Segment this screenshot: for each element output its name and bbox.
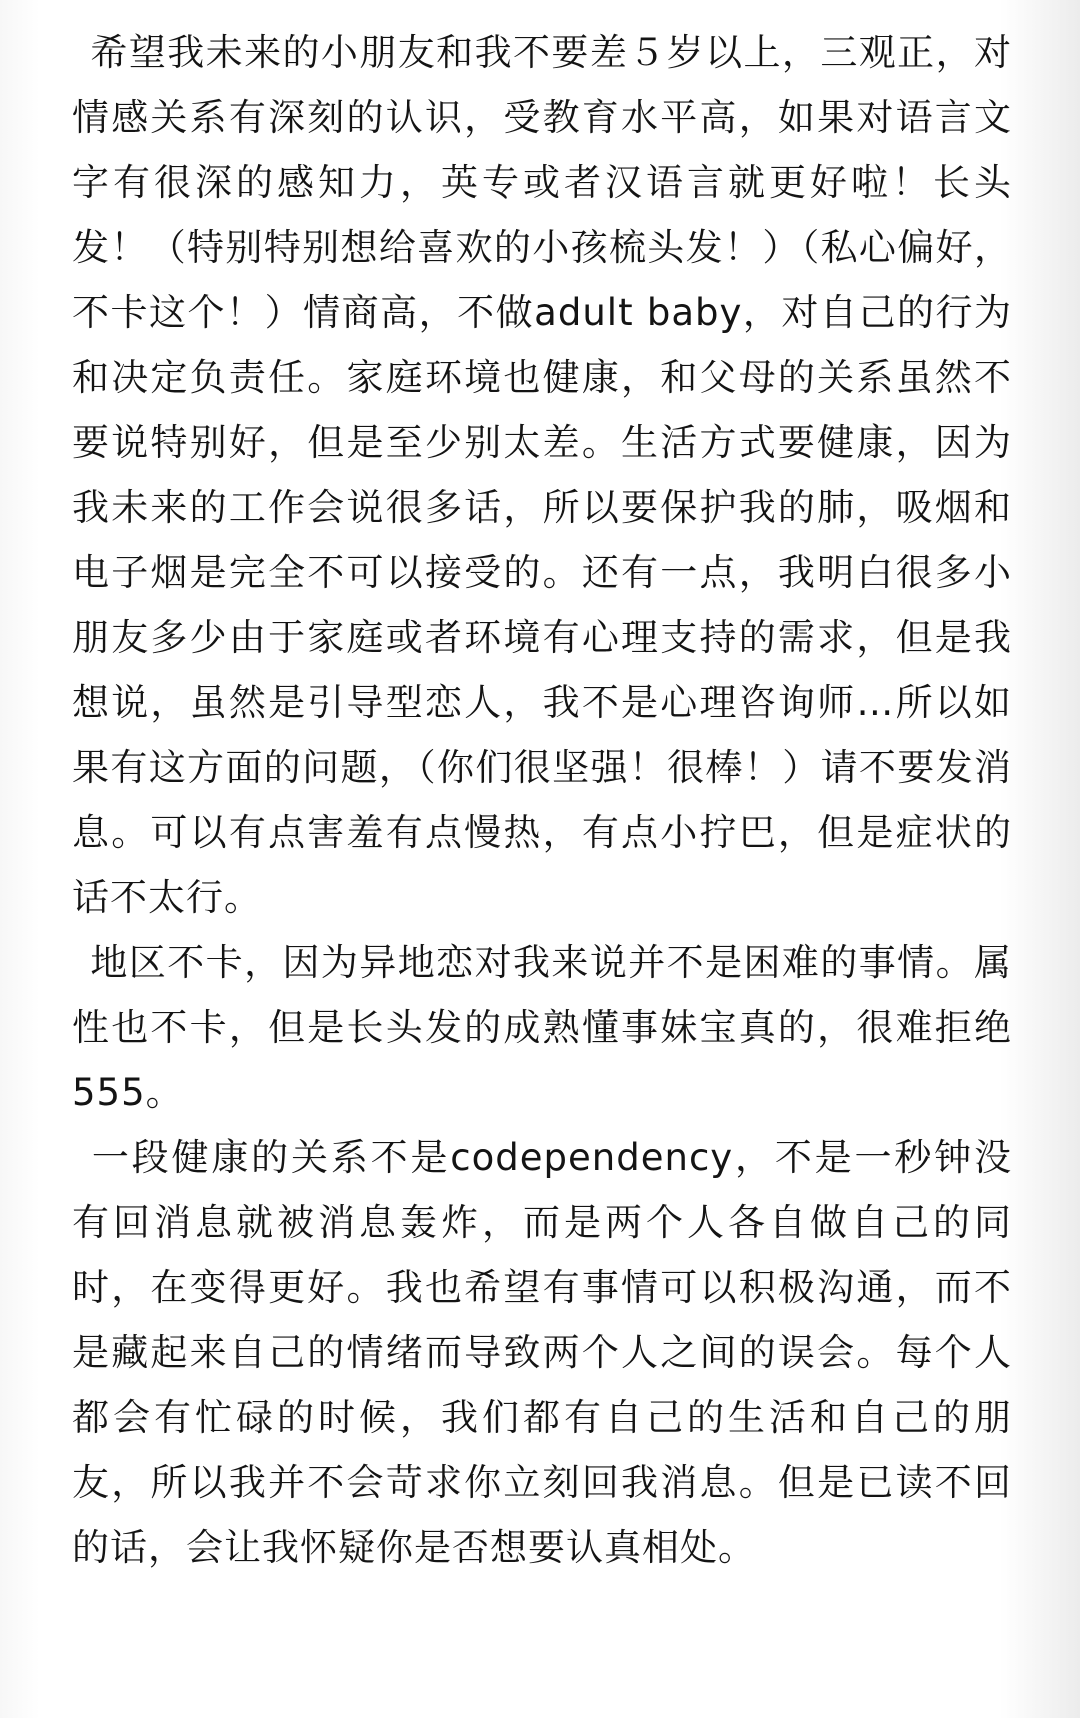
paragraph-text: 希望我未来的小朋友和我不要差５岁以上，三观正，对情感关系有深刻的认识，受教育水平高，如果对语言文字有很深的感知力，英专或者汉语言就更好啦！长头发！（特别特别想给喜欢的小孩梳头发！）（私心偏好，不卡这个！）情商高，不做adult baby，对自己的行为和决定负责任。家庭环境也健康，和父母的关系虽然不要说特别好，但是至少别太差。生活方式要健康，因为我未来的工作会说很多话，所以要保护我的肺，吸烟和电子烟是完全不可以接受的。还有一点，我明白很多小朋友多少由于家庭或者环境有心理支持的需求，但是我想说，虽然是引导型恋人，我不是心理咨询师…所以如果有这方面的问题，（你们很坚强！很棒！）请不要发消息。可以有点害羞有点慢热，有点小拧巴，但是症状的话不太行。 [72, 31, 1012, 919]
paragraph-text: 地区不卡，因为异地恋对我来说并不是困难的事情。属性也不卡，但是长头发的成熟懂事妹宝真的，很难拒绝555。 [72, 941, 1012, 1114]
document-body [72, 20, 1012, 1580]
paragraph-2 [72, 930, 1012, 1125]
paragraph-text: 一段健康的关系不是codependency，不是一秒钟没有回消息就被消息轰炸，而是两个人各自做自己的同时，在变得更好。我也希望有事情可以积极沟通，而不是藏起来自己的情绪而导致两个人之间的误会。每个人都会有忙碌的时候，我们都有自己的生活和自己的朋友，所以我并不会苛求你立刻回我消息。但是已读不回的话，会让我怀疑你是否想要认真相处。 [72, 1136, 1012, 1569]
paragraph-3 [72, 1125, 1012, 1580]
paragraph-1 [72, 20, 1012, 930]
